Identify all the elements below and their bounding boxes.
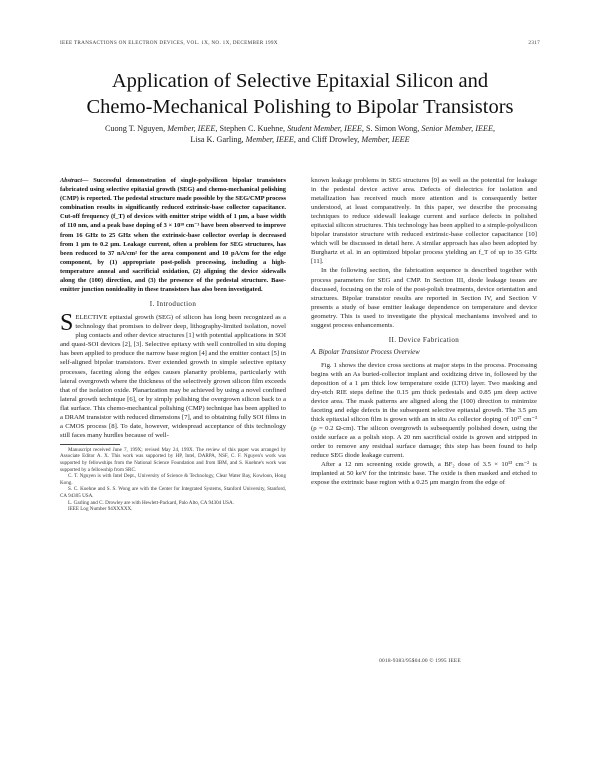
right-column-body [311, 176, 537, 330]
author-line-2 [60, 134, 540, 145]
author-3-role: Senior Member, IEEE, [421, 124, 496, 133]
author-list [60, 123, 540, 145]
paragraph-process: Fig. 1 shows the device cross sections at major steps in the process. Processing begins with an As buried-collector implant and oxidizing drive in, followed by the deposition of a 1 μm thick low temperature oxide (LTO) layer. Two masking and dry-etch RIE steps define the 0.15 μm thick pedestals and 0.85 μm deep active device area. The mask patterns are aligned along the (100) direction to minimize faceting and edge defects in the subsequent selective epitaxial growth. The 3.5 μm thick epitaxial silicon film is grown with an in situ As collector doping of 10¹⁷ cm⁻³ (ρ = 0.2 Ω-cm). The silicon overgrowth is subsequently polished down, using the oxide surface as a polish stop. A 20 nm sacrificial oxide is grown and stripped in order to remove any residual surface damage; this step has been found to help reduce SEG diode leakage current. [311, 361, 537, 460]
introduction-text: ELECTIVE epitaxial growth (SEG) of silicon has long been recognized as a technology that promises to deliver deep, lithography-limited isolation, novel plug contacts and other device structures [1] with potential applications in SOI and quasi-SOI devices [2], [3]. Selective epitaxy with well controlled in situ doping has been applied to produce the narrow base region [4] and the emitter contact [5] in self-aligned bipolar transistors. Ever extended growth in simple selective epitaxy processes, faceting along the edges causes planarity problems, particularly with lateral overgrowth where the thickness of the selectively grown silicon film exceeds that of the isolation oxide. Planarization may be achieved by using a novel confined lateral growth technique [6], or by simply polishing the overgrown silicon back to a flat surface. This chemo-mechanical polishing (CMP) technique has been applied to a DRAM transistor with reduced dimensions [7], and to obtaining fully SOI films in a CMOS process [8]. To date, however, widespread acceptance of this technology still faces many hurdles because of well- [60, 314, 286, 439]
section-heading-introduction: I. Introduction [149, 300, 197, 309]
footnote-log-number: IEEE Log Number 94XXXXX. [68, 506, 133, 513]
author-4: Lisa K. Garling, [190, 135, 244, 144]
author-2-role: Student Member, IEEE, [287, 124, 364, 133]
author-5-role: Member, IEEE [361, 135, 410, 144]
footnote-manuscript: Manuscript received June 7, 199X; revised May 24, 199X. The review of this paper was arranged by Associate Editor A. X. This work was supported by HP, Intel, DARPA, NSF, C. F. Nguyen's work was supported by fellowships from the National Science Foundation and from IBM, and S. Kuehne's work was supported by a fellowship from SRC. [60, 446, 286, 473]
author-3: S. Simon Wong, [365, 124, 420, 133]
paragraph-base-implant: After a 12 nm screening oxide growth, a BF₂ dose of 3.5 × 10¹³ cm⁻² is implanted at 50 keV for the intrinsic base. The oxide is then masked and etched to expose the extrinsic base region with a 0.25 μm margin from the edge of [311, 461, 537, 487]
journal-name: IEEE TRANSACTIONS ON ELECTRON DEVICES, VOL. 1X, NO. 1X, DECEMBER 199X [60, 40, 278, 46]
author-5: and Cliff Drowley, [297, 135, 360, 144]
paragraph-leakage: known leakage problems in SEG structures [9] as well as the potential for leakage in the pedestal device active area. Defects of dielectrics for isolation and metallization has received much more attention and is consequently better understood, at least comparatively. In this paper, we describe the processing techniques to reduce sidewall leakage current and surface defects in polished epitaxial silicon structures. This technology has been applied to a simple-polysilicon bipolar transistor structure with reduced extrinsic-base collector capacitance [10] which will be discussed in detail here. A similar approach has also been adopted by Burghartz et al. in an optimized bipolar process yielding an f_T of up to 35 GHz [11]. [311, 177, 537, 266]
footnote-author-1: C. T. Nguyen is with Intel Dept., University of Science & Technology, Clear Water Bay, Kowloon, Hong Kong. [60, 473, 286, 486]
footnote-author-2: S. C. Kuehne and S. S. Wong are with the Center for Integrated Systems, Stanford University, Stanford, CA 94305 USA. [60, 486, 286, 500]
footnote-author-3: L. Garling and C. Drowley are with Hewlett-Packard, Palo Alto, CA 94304 USA. [68, 499, 234, 506]
right-column [311, 176, 537, 487]
title-line-1: Application of Selective Epitaxial Silicon and [111, 70, 489, 92]
page-number: 2317 [528, 40, 540, 46]
author-1-role: Member, IEEE, [167, 124, 218, 133]
author-1: Cuong T. Nguyen, [104, 124, 166, 133]
left-column [60, 176, 286, 513]
author-line-1 [60, 123, 540, 134]
paragraph-organization: In the following section, the fabrication sequence is described together with process parameters for SEG and CMP. In Section III, diode leakage issues are discussed, focusing on the role of the post-polish treatments, device orientation and structures. Bipolar transistor results are reported in Section IV, and Section V presents a study of base emitter leakage dependence on temperature and device geometry. This is used to investigate the physical mechanisms involved and to suggest process enhancements. [311, 267, 537, 329]
author-2: Stephen C. Kuehne, [219, 124, 286, 133]
author-4-role: Member, IEEE, [245, 135, 296, 144]
footnotes [60, 447, 286, 513]
abstract-text: Successful demonstration of single-polysilicon bipolar transistors fabricated using selective epitaxial growth (SEG) and chemo-mechanical polishing (CMP) is reported. The pedestal structure made possible by the SEG/CMP process combination results in significantly reduced extrinsic-base collector capacitance. Cut-off frequency (f_T) of devices with emitter stripe width of 1 μm, a base width of 110 nm, and a peak base doping of 3 × 10¹⁸ cm⁻³ have been observed to improve from 16 GHz to 25 GHz when the extrinsic-base collector overlap is decreased from 1 μm to 0.2 μm. Leakage current, often a problem for SEG structures, has been reduced to 37 nA/cm² for the area component and 10 pA/cm for the edge component, by (1) appropriate post-polish processing, including a high-temperature anneal and sacrificial oxidation, (2) aligning the device sidewalls along the (100) direction, and (3) the presence of the pedestal structure. Base-emitter junction nonideality in these transistors has also been investigated. [60, 177, 286, 294]
running-header [60, 40, 540, 46]
subsection-heading-process-overview: A. Bipolar Transistor Process Overview [311, 348, 420, 356]
title-line-2: Chemo-Mechanical Polishing to Bipolar Transistors [86, 96, 514, 118]
paper-title [60, 68, 540, 120]
introduction-body [60, 310, 286, 440]
copyright-code: 0018-9383/95$04.00 © 1995 IEEE [379, 658, 461, 664]
footnote-divider [60, 444, 120, 445]
abstract [60, 176, 286, 294]
abstract-label: Abstract— [60, 177, 89, 184]
section-heading-device-fabrication: II. Device Fabrication [388, 335, 460, 344]
drop-cap: S [60, 310, 74, 337]
fabrication-body [311, 361, 537, 488]
introduction-paragraph [60, 310, 286, 440]
